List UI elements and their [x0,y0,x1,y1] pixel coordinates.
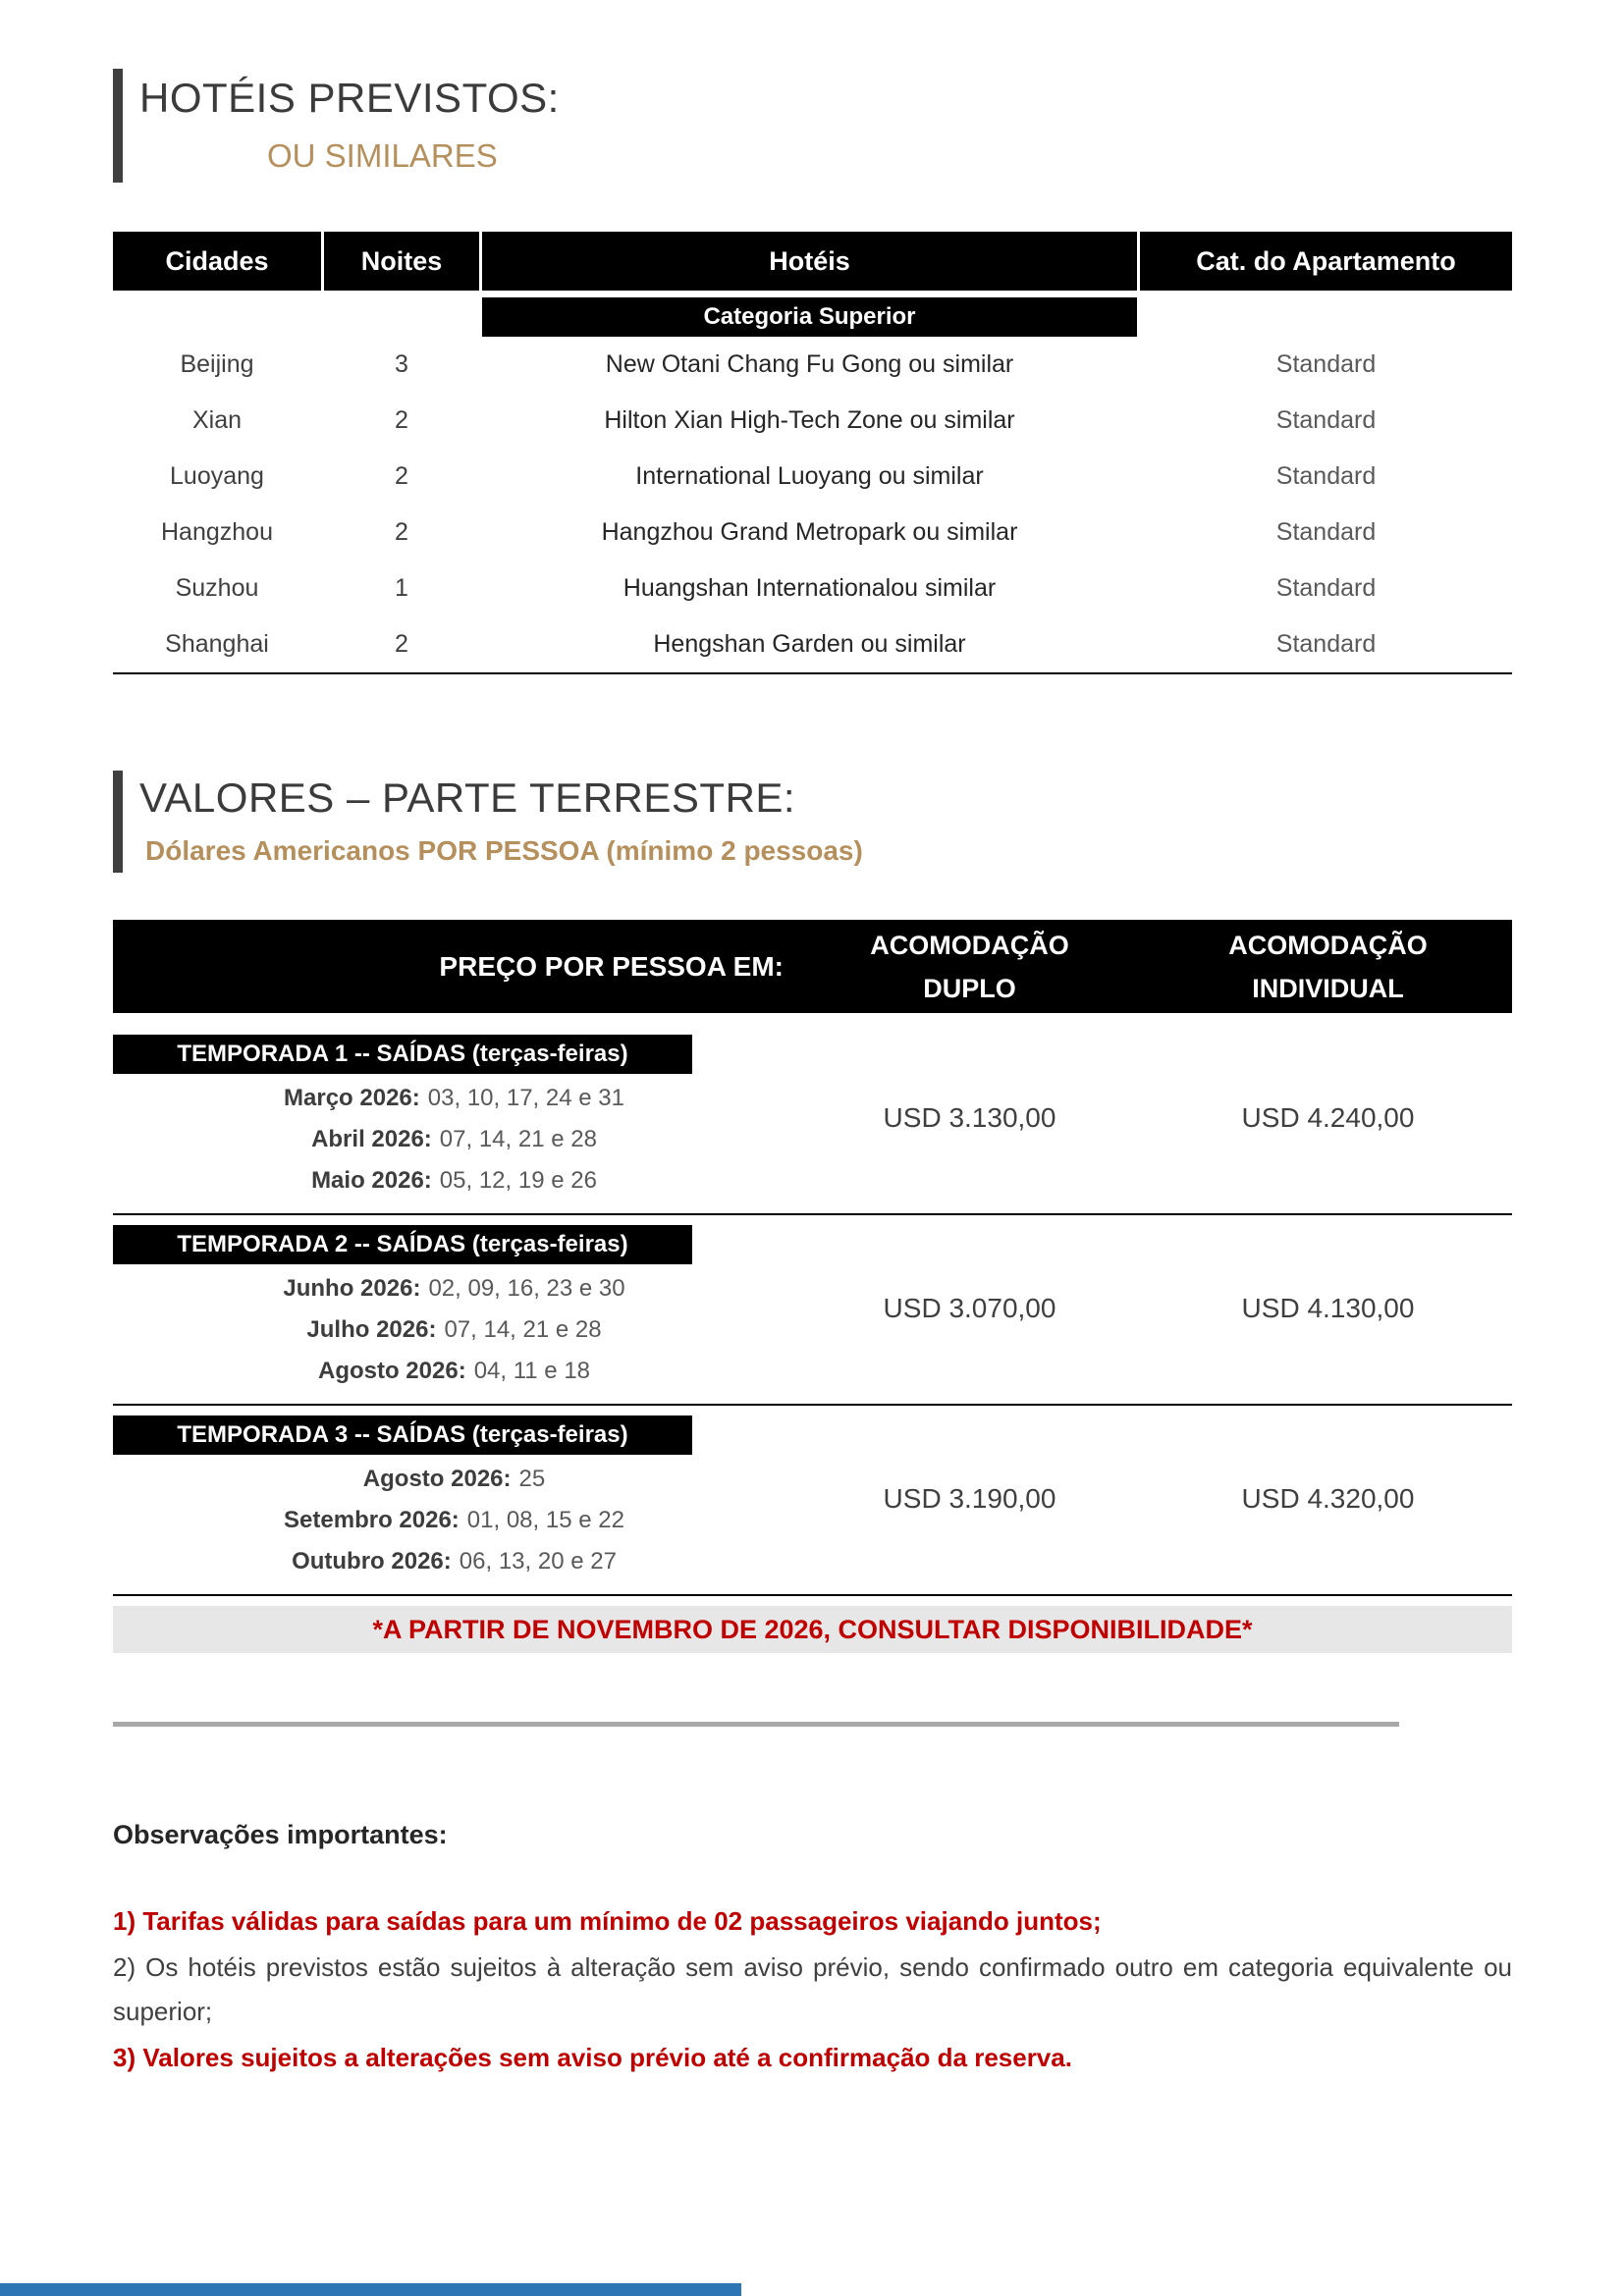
table-row [113,449,1512,505]
month-label: Setembro 2026: [284,1507,460,1533]
month-label: Março 2026: [284,1085,420,1111]
hotel-cell: Huangshan Internationalou similar [623,574,997,602]
season-3-double-price: USD 3.190,00 [883,1483,1056,1514]
header-nights: Noites [324,232,479,291]
table-row [113,337,1512,393]
city-cell: Hangzhou [161,518,273,546]
category-banner-row [113,297,1512,337]
city-cell: Suzhou [175,574,259,602]
price-per-person-label: PREÇO POR PESSOA EM: [439,950,784,982]
date-line [113,1309,795,1351]
nights-cell: 2 [395,462,408,490]
hotel-cell: Hengshan Garden ou similar [653,630,966,658]
city-cell: Xian [191,406,243,434]
hotel-cell: International Luoyang ou similar [635,462,984,490]
departure-days: 05, 12, 19 e 26 [439,1167,597,1194]
hotels-section-subtitle: OU SIMILARES [267,137,498,174]
month-label: Abril 2026: [311,1126,432,1152]
single-accommodation-line1: ACOMODAÇÃO [1228,930,1428,960]
season-1-single-price: USD 4.240,00 [1241,1102,1415,1133]
price-table-header [113,920,1512,1013]
hotels-section-title: HOTÉIS PREVISTOS: [139,75,560,121]
nights-cell: 2 [395,630,408,658]
double-accommodation-line2: DUPLO [923,973,1016,1003]
footer-blue-bar [0,2283,741,2296]
date-line [113,1351,795,1392]
date-line [113,1078,795,1119]
hotel-cell: Hangzhou Grand Metropark ou similar [601,518,1018,546]
season-2-double-price: USD 3.070,00 [883,1293,1056,1323]
price-table [113,920,1512,1653]
departure-days: 03, 10, 17, 24 e 31 [427,1085,624,1111]
hotel-cell: New Otani Chang Fu Gong ou similar [605,350,1014,378]
category-cell: Standard [1275,630,1377,658]
category-cell: Standard [1275,518,1377,546]
season-block-2 [113,1215,1512,1406]
date-line [113,1500,795,1541]
season-1-banner: TEMPORADA 1 -- SAÍDAS (terças-feiras) [113,1035,692,1074]
hotels-table-header [113,232,1512,291]
hotel-cell: Hilton Xian High-Tech Zone ou similar [604,406,1015,434]
single-accommodation-line2: INDIVIDUAL [1252,973,1404,1003]
date-line [113,1541,795,1582]
category-superior-banner: Categoria Superior [482,297,1137,337]
availability-note: *A PARTIR DE NOVEMBRO DE 2026, CONSULTAR DISPONIBILIDADE* [113,1606,1512,1653]
nights-cell: 3 [395,350,408,378]
month-label: Maio 2026: [311,1167,432,1194]
observation-item-1: 1) Tarifas válidas para saídas para um mínimo de 02 passageiros viajando juntos; [113,1906,1102,1936]
nights-cell: 1 [395,574,408,602]
month-label: Julho 2026: [306,1316,437,1343]
observation-item-3: 3) Valores sujeitos a alterações sem aviso prévio até a confirmação da reserva. [113,2043,1072,2072]
date-line [113,1160,795,1201]
hotels-table [113,232,1512,674]
double-accommodation-line1: ACOMODAÇÃO [870,930,1069,960]
date-line [113,1459,795,1500]
table-row [113,616,1512,672]
document-content [113,69,1512,2080]
departure-days: 07, 14, 21 e 28 [439,1126,597,1152]
city-cell: Shanghai [165,630,269,658]
single-accommodation-header [1144,920,1512,1013]
month-label: Agosto 2026: [317,1358,466,1384]
city-cell: Beijing [180,350,254,378]
nights-cell: 2 [395,518,408,546]
observations-title: Observações importantes: [113,1820,448,1849]
hotels-section-title-block [113,69,1512,183]
date-line [113,1268,795,1309]
double-accommodation-header [795,920,1144,1013]
table-row [113,561,1512,616]
season-3-dates [113,1415,795,1582]
season-1-double-price: USD 3.130,00 [883,1102,1056,1133]
season-block-1 [113,1025,1512,1215]
nights-cell: 2 [395,406,408,434]
section-divider [113,1722,1399,1727]
departure-days: 25 [518,1466,546,1492]
hotels-table-body [113,337,1512,674]
category-cell: Standard [1275,574,1377,602]
header-apartment-category: Cat. do Apartamento [1140,232,1512,291]
season-2-banner: TEMPORADA 2 -- SAÍDAS (terças-feiras) [113,1225,692,1264]
month-label: Outubro 2026: [292,1548,452,1575]
month-label: Junho 2026: [283,1275,421,1302]
season-2-single-price: USD 4.130,00 [1241,1293,1415,1323]
season-3-banner: TEMPORADA 3 -- SAÍDAS (terças-feiras) [113,1415,692,1455]
values-section-title: VALORES – PARTE TERRESTRE: [139,774,796,821]
category-cell: Standard [1275,462,1377,490]
values-section-title-block [113,771,1512,873]
season-block-3 [113,1406,1512,1596]
values-section-subtitle: Dólares Americanos POR PESSOA (mínimo 2 pessoas) [145,835,863,866]
header-hotels: Hotéis [482,232,1137,291]
table-row [113,505,1512,561]
season-3-single-price: USD 4.320,00 [1241,1483,1415,1514]
month-label: Agosto 2026: [362,1466,512,1492]
table-row [113,393,1512,449]
departure-days: 06, 13, 20 e 27 [459,1548,617,1575]
observation-item-2: 2) Os hotéis previstos estão sujeitos à alteração sem aviso prévio, sendo confirmado outro em categoria equivalente ou superior; [113,1952,1512,2026]
observations-section [113,1820,1512,2080]
city-cell: Luoyang [170,462,264,490]
category-cell: Standard [1275,406,1377,434]
departure-days: 04, 11 e 18 [473,1358,591,1384]
departure-days: 02, 09, 16, 23 e 30 [428,1275,625,1302]
departure-days: 07, 14, 21 e 28 [444,1316,602,1343]
category-cell: Standard [1275,350,1377,378]
season-1-dates [113,1035,795,1201]
header-cities: Cidades [113,232,321,291]
season-2-dates [113,1225,795,1392]
date-line [113,1119,795,1160]
departure-days: 01, 08, 15 e 22 [466,1507,624,1533]
